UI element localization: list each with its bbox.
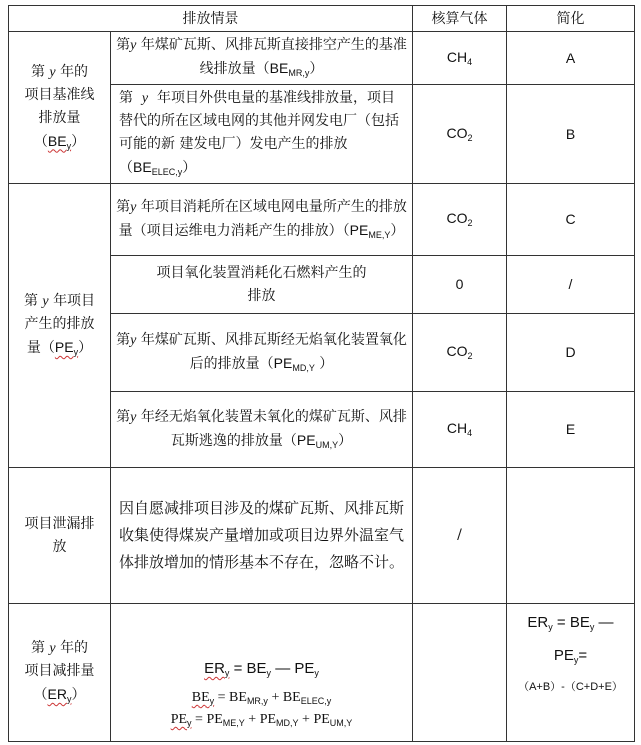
gas-pe-me: $CO_2$ — [413, 184, 507, 256]
short-formula-er: $ER_y = BE_y$ — — [527, 614, 614, 632]
short-pe-me: C — [507, 184, 635, 256]
formulas-cell — [111, 604, 413, 742]
row-reduction — [9, 604, 635, 742]
short-formula-pe: $PE_y=$ — [553, 647, 588, 665]
header-gas: 核算气体 — [413, 6, 507, 32]
group-leakage-label: 项目泄漏排放 — [9, 468, 111, 604]
short-pe-um: E — [507, 392, 635, 468]
emission-table — [8, 5, 635, 742]
gas-pe-um: $CH_4$ — [413, 392, 507, 468]
group-project-label: 第 y 年项目 产生的排放 量$(PE_y)$ — [9, 184, 111, 468]
formula-er: $ER_y = BE_y$ — $PE_y$ — [204, 660, 319, 678]
gas-be-elec: $CO_2$ — [413, 85, 507, 184]
formula-pe: $PE_y = PE_{ME,Y} + PE_{MD,Y} + PE_{UM,Y}$ — [170, 712, 353, 728]
gas-leakage: / — [413, 468, 507, 604]
gas-pe-md: $CO_2$ — [413, 314, 507, 392]
gas-be-mr: $CH_4$ — [413, 32, 507, 85]
short-be-elec: B — [507, 85, 635, 184]
gas-pe-fuel: 0 — [413, 256, 507, 314]
short-leakage — [507, 468, 635, 604]
row-leakage — [9, 468, 635, 604]
row-be-mr — [9, 32, 635, 85]
scenario-pe-me: 第y 年项目消耗所在区域电网电量所产生的排放量（项目运维电力消耗产生的排放）$(PE_{ME,Y})$ — [111, 184, 413, 256]
scenario-be-elec: 第 y 年项目外供电量的基准线排放量，项目替代的所在区域电网的其他并网发电厂（包括可能的新 建发电厂）发电产生的排放$(BE_{ELEC,y})$ — [111, 85, 413, 184]
group-baseline-label: 第 y 年的 项目基准线 排放量 $(BE_y)$ — [9, 32, 111, 184]
scenario-leakage: 因自愿减排项目涉及的煤矿瓦斯、风排瓦斯收集使得煤炭产量增加或项目边界外温室气体排放增加的情形基本不存在，忽略不计。 — [111, 468, 413, 604]
group-reduction-label: 第 y 年的 项目减排量 $(ER_y)$ — [9, 604, 111, 742]
header-scenario: 排放情景 — [9, 6, 413, 32]
scenario-be-mr: 第y 年煤矿瓦斯、风排瓦斯直接排空产生的基准线排放量$(BE_{MR,y})$ — [111, 32, 413, 85]
short-pe-md: D — [507, 314, 635, 392]
scenario-pe-um: 第y 年经无焰氧化装置未氧化的煤矿瓦斯、风排瓦斯逃逸的排放量$(PE_{UM,Y})$ — [111, 392, 413, 468]
header-row — [9, 6, 635, 32]
scenario-pe-fuel: 项目氧化装置消耗化石燃料产生的排放 — [111, 256, 413, 314]
short-be-mr: A — [507, 32, 635, 85]
short-formula-expr: （A+B）-（C+D+E） — [518, 681, 623, 693]
short-reduction — [507, 604, 635, 742]
short-pe-fuel: / — [507, 256, 635, 314]
header-short: 简化 — [507, 6, 635, 32]
formula-be: $BE_y = BE_{MR,y} + BE_{ELEC,y}$ — [191, 690, 332, 706]
row-pe-me — [9, 184, 635, 256]
scenario-pe-md: 第y 年煤矿瓦斯、风排瓦斯经无焰氧化装置氧化后的排放量（$PE_{MD,Y}$ ） — [111, 314, 413, 392]
gas-reduction — [413, 604, 507, 742]
